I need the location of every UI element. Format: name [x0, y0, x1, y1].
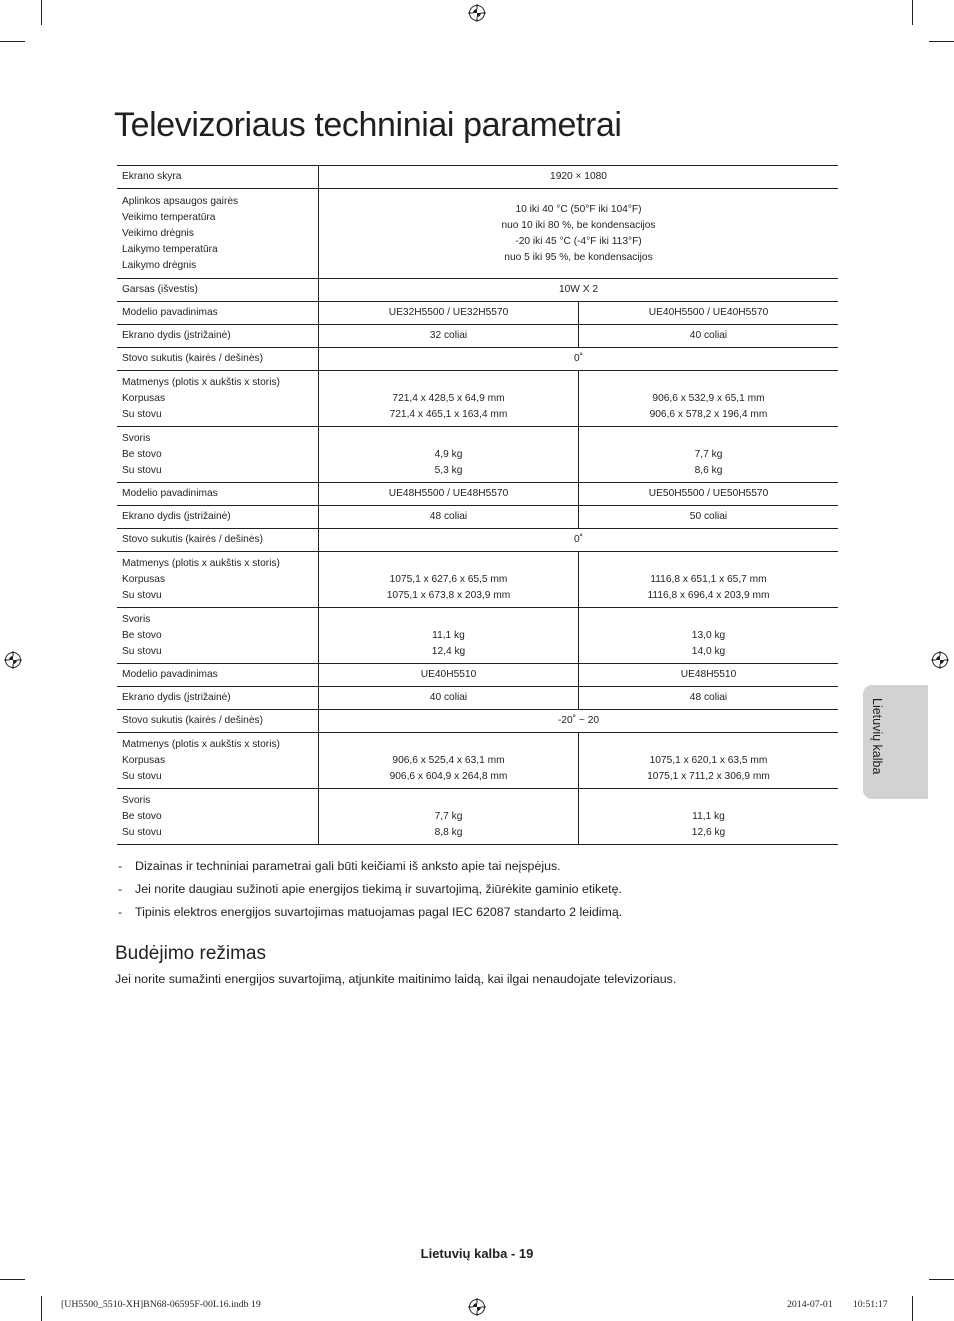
spec-label-line: Su stovu — [122, 770, 162, 782]
spec-value-line: 50 coliai — [689, 511, 728, 522]
spec-value-line: UE40H5510 — [420, 669, 477, 680]
spec-row — [117, 733, 838, 789]
spec-value-line: 906,6 x 578,2 x 196,4 mm — [649, 409, 768, 420]
spec-label-line: Be stovo — [122, 810, 162, 822]
spec-value-cell — [319, 189, 839, 279]
spec-value-cell — [319, 552, 579, 608]
spec-value-cell — [579, 733, 839, 789]
crop-mark — [929, 1279, 954, 1280]
spec-label-line: Modelio pavadinimas — [122, 669, 218, 680]
spec-value-cell — [319, 427, 579, 483]
note-text: Tipinis elektros energijos suvartojimas matuojamas pagal IEC 62087 standarto 2 leidimą. — [135, 905, 623, 919]
spec-value-line: 8,6 kg — [694, 465, 723, 476]
spec-value-line: 906,6 x 532,9 x 65,1 mm — [652, 393, 765, 404]
note-bullet: - — [118, 905, 123, 919]
spec-value-cell — [319, 687, 579, 710]
spec-label-cell — [117, 608, 319, 664]
spec-label-line: Korpusas — [122, 392, 166, 404]
crop-mark — [929, 41, 954, 42]
spec-value-line: 1116,8 x 696,4 x 203,9 mm — [647, 590, 770, 601]
spec-value-line: 1075,1 x 620,1 x 63,5 mm — [649, 755, 768, 766]
spec-value-line: 4,9 kg — [434, 449, 463, 460]
spec-row — [117, 483, 838, 506]
spec-label-cell — [117, 687, 319, 710]
spec-label-line: Su stovu — [122, 408, 162, 420]
spec-label-cell — [117, 664, 319, 687]
note-text: Dizainas ir techniniai parametrai gali būti keičiami iš anksto apie tai neįspėjus. — [135, 859, 561, 873]
spec-value-cell — [579, 427, 839, 483]
spec-row — [117, 166, 838, 189]
spec-value-cell — [579, 687, 839, 710]
spec-row — [117, 189, 838, 279]
spec-value-cell — [319, 371, 579, 427]
spec-value-cell — [319, 325, 579, 348]
spec-table — [117, 165, 838, 845]
spec-label-line: Ekrano dydis (įstrižainė) — [122, 692, 231, 703]
spec-value-line: 40 coliai — [429, 692, 468, 703]
spec-row — [117, 427, 838, 483]
spec-label-line: Su stovu — [122, 464, 162, 476]
spec-label-line: Veikimo temperatūra — [122, 211, 216, 223]
spec-value-line: UE40H5500 / UE40H5570 — [648, 307, 769, 318]
spec-label-line: Veikimo drėgnis — [122, 227, 194, 239]
spec-value-line: 721,4 x 465,1 x 163,4 mm — [389, 409, 508, 420]
spec-label-line: Svoris — [122, 432, 151, 444]
registration-mark-icon — [4, 651, 22, 669]
crop-mark — [41, 1296, 42, 1321]
spec-label-line: Su stovu — [122, 826, 162, 838]
spec-label-line: Aplinkos apsaugos gairės — [122, 195, 239, 207]
spec-value-line: 32 coliai — [429, 330, 468, 341]
spec-label-cell — [117, 371, 319, 427]
spec-label-line: Stovo sukutis (kairės / dešinės) — [122, 715, 263, 726]
spec-label-line: Ekrano skyra — [122, 171, 182, 182]
spec-label-cell — [117, 302, 319, 325]
spec-label-cell — [117, 279, 319, 302]
crop-mark — [912, 1296, 913, 1321]
spec-row — [117, 348, 838, 371]
spec-table-body — [117, 166, 838, 845]
spec-label-cell — [117, 325, 319, 348]
spec-value-cell — [579, 506, 839, 529]
standby-heading: Budėjimo režimas — [115, 943, 266, 964]
spec-row — [117, 710, 838, 733]
spec-value-line: 5,3 kg — [434, 465, 463, 476]
spec-label-cell — [117, 710, 319, 733]
spec-value-line: 1075,1 x 673,8 x 203,9 mm — [386, 590, 511, 601]
spec-label-line: Modelio pavadinimas — [122, 307, 218, 318]
spec-label-cell — [117, 483, 319, 506]
spec-label-line: Stovo sukutis (kairės / dešinės) — [122, 534, 263, 545]
spec-label-line: Be stovo — [122, 629, 162, 641]
spec-row — [117, 687, 838, 710]
spec-value-line: 14,0 kg — [691, 646, 726, 657]
spec-value-cell — [319, 664, 579, 687]
spec-label-line: Svoris — [122, 794, 151, 806]
standby-paragraph: Jei norite sumažinti energijos suvartojimą, atjunkite maitinimo laidą, kai ilgai nenaudojate televizoriaus. — [115, 972, 677, 986]
spec-row — [117, 325, 838, 348]
spec-value-cell — [579, 302, 839, 325]
spec-label-line: Korpusas — [122, 573, 166, 585]
spec-value-line: UE48H5500 / UE48H5570 — [388, 488, 509, 499]
spec-value-cell — [319, 710, 839, 733]
spec-label-line: Su stovu — [122, 589, 162, 601]
spec-row — [117, 552, 838, 608]
spec-label-cell — [117, 427, 319, 483]
page-title: Televizoriaus techniniai parametrai — [114, 106, 622, 144]
spec-value-line: 721,4 x 428,5 x 64,9 mm — [392, 393, 505, 404]
spec-value-line: 906,6 x 525,4 x 63,1 mm — [392, 755, 505, 766]
spec-value-line: -20 iki 45 °C (-4°F iki 113°F) — [515, 235, 642, 247]
spec-label-line: Matmenys (plotis x aukštis x storis) — [122, 376, 280, 388]
spec-value-line: 12,4 kg — [431, 646, 466, 657]
spec-row — [117, 529, 838, 552]
spec-value-cell — [579, 664, 839, 687]
spec-value-cell — [319, 348, 839, 371]
spec-value-line: 1116,8 x 651,1 x 65,7 mm — [650, 574, 767, 585]
spec-label-line: Laikymo temperatūra — [122, 243, 218, 255]
note-item — [117, 903, 622, 926]
note-bullet: - — [118, 859, 123, 873]
note-text: Jei norite daugiau sužinoti apie energijos tiekimą ir suvartojimą, žiūrėkite gaminio etiketę. — [135, 882, 622, 896]
spec-value-cell — [579, 325, 839, 348]
spec-value-cell — [319, 608, 579, 664]
spec-label-line: Stovo sukutis (kairės / dešinės) — [122, 353, 263, 364]
spec-value-line: 12,6 kg — [691, 827, 726, 838]
spec-value-line: 8,8 kg — [434, 827, 463, 838]
registration-mark-icon — [931, 651, 949, 669]
spec-value-cell — [579, 552, 839, 608]
spec-label-line: Garsas (išvestis) — [122, 284, 198, 295]
spec-value-line: 7,7 kg — [694, 449, 723, 460]
spec-label-line: Ekrano dydis (įstrižainė) — [122, 330, 231, 341]
spec-value-line: nuo 10 iki 80 %, be kondensacijos — [501, 219, 656, 231]
spec-value-cell — [319, 506, 579, 529]
spec-row — [117, 608, 838, 664]
spec-value-line: 40 coliai — [689, 330, 728, 341]
note-bullet: - — [118, 882, 123, 896]
spec-value-line: 1075,1 x 711,2 x 306,9 mm — [647, 771, 770, 782]
spec-value-line: 11,1 kg — [692, 811, 725, 822]
crop-mark — [41, 0, 42, 25]
spec-label-cell — [117, 552, 319, 608]
crop-mark — [0, 41, 25, 42]
spec-label-line: Korpusas — [122, 754, 166, 766]
spec-value-line: 48 coliai — [689, 692, 728, 703]
spec-value-cell — [319, 789, 579, 845]
spec-label-line: Svoris — [122, 613, 151, 625]
spec-row — [117, 279, 838, 302]
spec-row — [117, 371, 838, 427]
language-side-tab-label: Lietuvių kalba — [870, 698, 884, 775]
spec-value-line: 48 coliai — [429, 511, 468, 522]
spec-value-line: UE48H5510 — [680, 669, 737, 680]
spec-row — [117, 664, 838, 687]
spec-value-cell — [579, 371, 839, 427]
spec-label-line: Su stovu — [122, 645, 162, 657]
registration-mark-icon — [468, 4, 486, 22]
spec-value-line: 0˚ — [573, 353, 584, 364]
spec-value-line: UE32H5500 / UE32H5570 — [388, 307, 509, 318]
note-item — [117, 880, 622, 903]
crop-mark — [0, 1279, 25, 1280]
spec-value-cell — [319, 483, 579, 506]
spec-value-line: 7,7 kg — [434, 811, 463, 822]
spec-row — [117, 506, 838, 529]
spec-label-line: Matmenys (plotis x aukštis x storis) — [122, 738, 280, 750]
spec-value-line: 1075,1 x 627,6 x 65,5 mm — [389, 574, 508, 585]
spec-value-cell — [579, 483, 839, 506]
page-footer: Lietuvių kalba - 19 — [420, 1246, 534, 1261]
spec-label-line: Be stovo — [122, 448, 162, 460]
spec-value-cell — [579, 789, 839, 845]
spec-value-cell — [319, 733, 579, 789]
spec-label-cell — [117, 733, 319, 789]
spec-label-cell — [117, 529, 319, 552]
spec-label-cell — [117, 348, 319, 371]
notes-list — [117, 857, 622, 926]
spec-value-line: 10W X 2 — [558, 284, 599, 295]
spec-label-line: Matmenys (plotis x aukštis x storis) — [122, 557, 280, 569]
spec-value-line: 11,1 kg — [432, 630, 465, 641]
spec-value-cell — [579, 608, 839, 664]
spec-label-cell — [117, 166, 319, 189]
spec-label-cell — [117, 506, 319, 529]
spec-value-line: 10 iki 40 °C (50°F iki 104°F) — [515, 203, 642, 215]
spec-row — [117, 302, 838, 325]
spec-value-cell — [319, 166, 839, 189]
spec-label-cell — [117, 189, 319, 279]
spec-value-line: -20˚ ~ 20 — [557, 715, 600, 726]
spec-value-line: nuo 5 iki 95 %, be kondensacijos — [504, 251, 653, 263]
spec-value-line: 13,0 kg — [691, 630, 726, 641]
spec-value-line: UE50H5500 / UE50H5570 — [648, 488, 769, 499]
note-item — [117, 857, 622, 880]
spec-label-line: Ekrano dydis (įstrižainė) — [122, 511, 231, 522]
spec-value-cell — [319, 302, 579, 325]
spec-value-line: 1920 × 1080 — [550, 171, 607, 182]
registration-mark-icon — [468, 1298, 486, 1316]
spec-label-cell — [117, 789, 319, 845]
crop-mark — [912, 0, 913, 25]
spec-value-cell — [319, 529, 839, 552]
spec-label-line: Modelio pavadinimas — [122, 488, 218, 499]
print-info-left: [UH5500_5510-XH]BN68-06595F-00L16.indb 19 — [61, 1299, 261, 1310]
spec-value-line: 0˚ — [573, 534, 584, 545]
print-info-right: 2014-07-01 ￿￿ 10:51:17 — [787, 1299, 888, 1310]
spec-value-line: 906,6 x 604,9 x 264,8 mm — [389, 771, 508, 782]
spec-row — [117, 789, 838, 845]
spec-label-line: Laikymo drėgnis — [122, 259, 197, 271]
spec-value-cell — [319, 279, 839, 302]
